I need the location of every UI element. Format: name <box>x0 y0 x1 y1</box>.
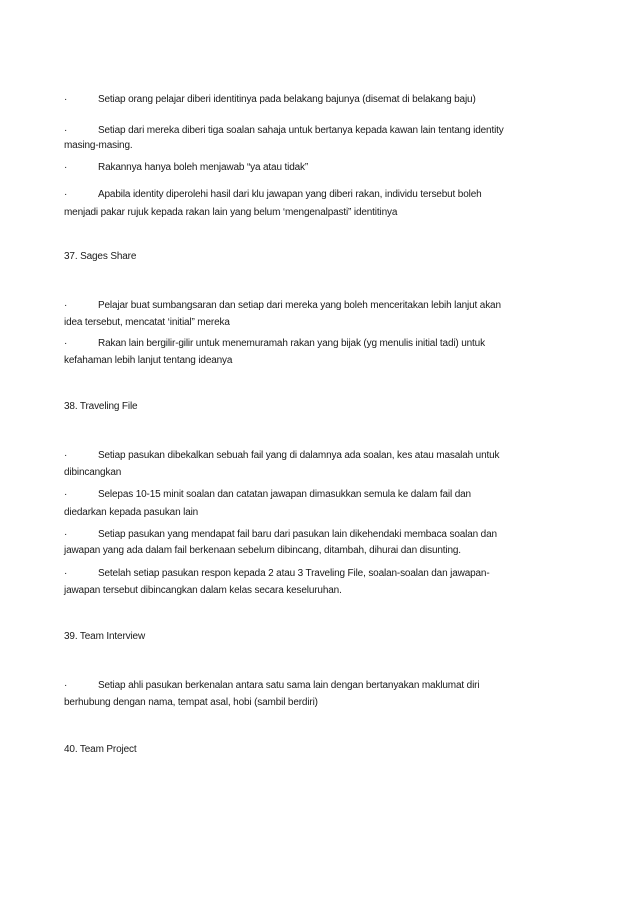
bullet-glyph: · <box>64 489 68 500</box>
line-text: masing-masing. <box>64 140 133 151</box>
line-text: jawapan yang ada dalam fail berkenaan sebelum dibincang, ditambah, dihurai dan disunting. <box>64 545 461 556</box>
bullet-glyph: · <box>64 94 68 105</box>
line-text: 39. Team Interview <box>64 631 146 642</box>
bullet-glyph: · <box>64 162 68 173</box>
text-line <box>64 468 121 478</box>
line-text: Apabila identity diperolehi hasil dari klu jawapan yang diberi rakan, individu tersebut boleh <box>98 189 482 200</box>
line-text: Rakannya hanya boleh menjawab “ya atau tidak” <box>98 162 309 173</box>
bullet-glyph: · <box>64 189 68 200</box>
line-text: Selepas 10-15 minit soalan dan catatan jawapan dimasukkan semula ke dalam fail dan <box>98 489 471 500</box>
bullet-line <box>64 190 482 200</box>
bullet-glyph: · <box>64 529 68 540</box>
line-text: Setiap dari mereka diberi tiga soalan sahaja untuk bertanya kepada kawan lain tentang identity <box>98 125 504 136</box>
text-line <box>64 586 342 596</box>
bullet-glyph: · <box>64 125 68 136</box>
line-text: idea tersebut, mencatat ‘initial” mereka <box>64 317 230 328</box>
bullet-line <box>64 530 497 540</box>
line-text: 38. Traveling File <box>64 401 138 412</box>
bullet-glyph: · <box>64 680 68 691</box>
bullet-line <box>64 569 490 579</box>
bullet-line <box>64 490 471 500</box>
bullet-line <box>64 163 308 173</box>
line-text: Setiap ahli pasukan berkenalan antara satu sama lain dengan bertanyakan maklumat diri <box>98 680 480 691</box>
text-line <box>64 402 137 412</box>
line-text: kefahaman lebih lanjut tentang ideanya <box>64 355 233 366</box>
line-text: Setiap pasukan yang mendapat fail baru dari pasukan lain dikehendaki membaca soalan dan <box>98 529 497 540</box>
line-text: Setiap orang pelajar diberi identitinya pada belakang bajunya (disemat di belakang baju) <box>98 94 476 105</box>
text-line <box>64 546 461 556</box>
text-line <box>64 698 318 708</box>
bullet-glyph: · <box>64 338 68 349</box>
bullet-line <box>64 95 476 105</box>
line-text: 37. Sages Share <box>64 251 137 262</box>
line-text: berhubung dengan nama, tempat asal, hobi (sambil berdiri) <box>64 697 318 708</box>
text-line <box>64 141 132 151</box>
bullet-glyph: · <box>64 568 68 579</box>
line-text: jawapan tersebut dibincangkan dalam kelas secara keseluruhan. <box>64 585 342 596</box>
text-line <box>64 208 397 218</box>
text-line <box>64 252 136 262</box>
line-text: Setelah setiap pasukan respon kepada 2 atau 3 Traveling File, soalan-soalan dan jawapan- <box>98 568 490 579</box>
bullet-glyph: · <box>64 300 68 311</box>
text-line <box>64 356 232 366</box>
bullet-line <box>64 339 485 349</box>
bullet-glyph: · <box>64 450 68 461</box>
text-line <box>64 318 230 328</box>
bullet-line <box>64 681 479 691</box>
bullet-line <box>64 451 499 461</box>
line-text: 40. Team Project <box>64 744 137 755</box>
line-text: diedarkan kepada pasukan lain <box>64 507 199 518</box>
bullet-line <box>64 301 501 311</box>
line-text: Pelajar buat sumbangsaran dan setiap dari mereka yang boleh menceritakan lebih lanjut akan <box>98 300 501 311</box>
text-line <box>64 745 136 755</box>
line-text: dibincangkan <box>64 467 122 478</box>
line-text: Rakan lain bergilir-gilir untuk menemuramah rakan yang bijak (yg menulis initial tadi) untuk <box>98 338 485 349</box>
text-line <box>64 508 198 518</box>
line-text: menjadi pakar rujuk kepada rakan lain yang belum ‘mengenalpasti” identitinya <box>64 207 398 218</box>
text-line <box>64 632 145 642</box>
line-text: Setiap pasukan dibekalkan sebuah fail yang di dalamnya ada soalan, kes atau masalah untuk <box>98 450 500 461</box>
bullet-line <box>64 126 504 136</box>
